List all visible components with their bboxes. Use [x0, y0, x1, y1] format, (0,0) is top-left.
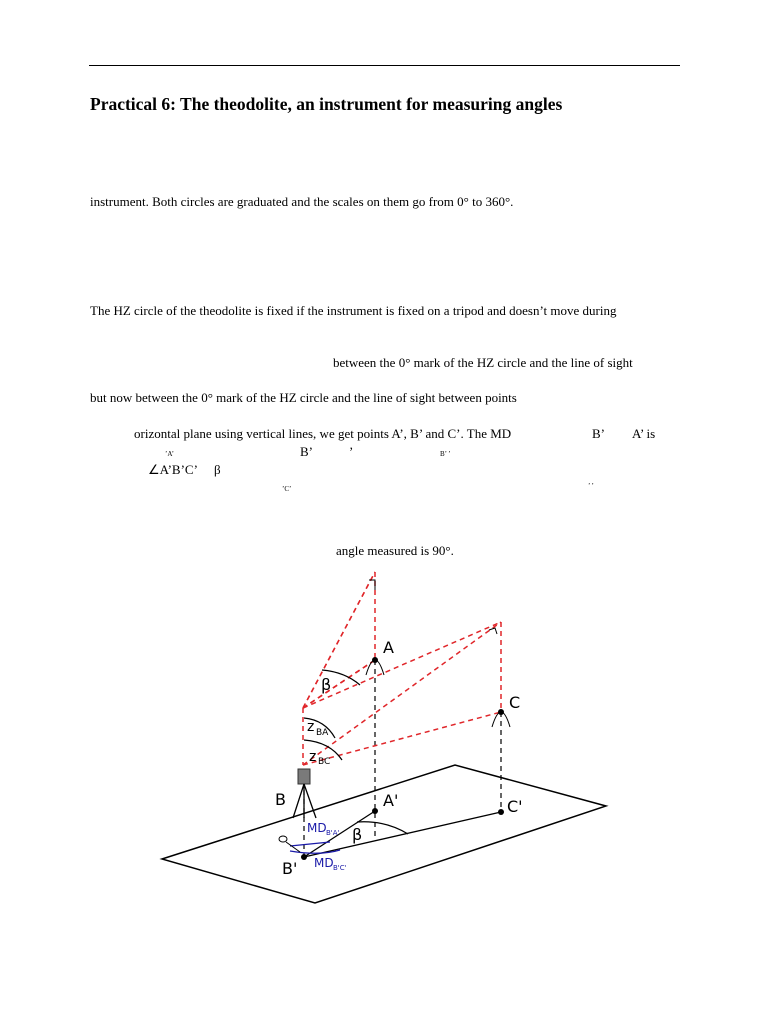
label-c: C — [509, 693, 521, 712]
paragraph-line: instrument. Both circles are graduated and the scales on them go from 0° to 360°. — [90, 194, 514, 209]
theodolite-instrument — [298, 769, 310, 784]
text-fragment: β — [214, 462, 221, 477]
label-beta-lower: β — [352, 825, 363, 844]
sight-line-bc — [303, 712, 501, 765]
point-b-prime — [301, 854, 307, 860]
text-fragment: A’ is — [632, 426, 656, 441]
sight-line-ba-extension — [303, 572, 375, 708]
subscript-fragment: ’A’ — [165, 450, 174, 458]
horizontal-plane-sight — [303, 622, 501, 708]
label-z-ba: z — [307, 719, 315, 735]
tripod-legs — [293, 784, 316, 818]
label-b-prime: B' — [282, 859, 298, 878]
subscript-fragment: ’C’ — [282, 485, 292, 493]
sight-ref-top — [303, 660, 375, 708]
label-c-prime: C' — [507, 797, 523, 816]
label-md-bc-sub: B'C' — [333, 864, 347, 872]
point-c-prime — [498, 809, 504, 815]
paragraph-line: but now between the 0° mark of the HZ circle and the line of sight between points — [90, 390, 517, 405]
label-z-bc: z — [309, 749, 317, 765]
beta-arc-lower — [357, 822, 408, 834]
label-md-ba: MD — [307, 821, 327, 835]
tape-reel-icon — [279, 836, 300, 852]
paragraph-line: angle measured is 90°. — [336, 543, 454, 558]
horizontal-sight-c — [303, 622, 501, 765]
subscript-fragment: B’ ’ — [440, 450, 451, 458]
label-md-bc: MD — [314, 856, 334, 870]
subscript-fragment: ’ ’ — [588, 482, 594, 490]
right-angle-mark — [369, 580, 375, 590]
label-beta-upper: β — [321, 675, 332, 694]
right-angle-mark — [489, 628, 497, 634]
label-md-ba-sub: B'A' — [326, 829, 340, 837]
angle-expression: ∠A’B’C’ — [148, 462, 198, 477]
label-z-ba-sub: BA — [316, 728, 329, 738]
point-a-prime — [372, 808, 378, 814]
theodolite-diagram — [150, 565, 620, 910]
header-rule — [89, 65, 680, 66]
label-z-bc-sub: BC — [318, 757, 331, 767]
label-b: B — [275, 790, 286, 809]
label-a: A — [383, 638, 394, 657]
page-title: Practical 6: The theodolite, an instrument for measuring angles — [90, 94, 563, 114]
paragraph-line: between the 0° mark of the HZ circle and the line of sight — [333, 355, 633, 370]
paragraph-line: The HZ circle of the theodolite is fixed if the instrument is fixed on a tripod and doesn’t move during — [90, 303, 617, 318]
paragraph-line: orizontal plane using vertical lines, we get points A’, B’ and C’. The MD — [134, 426, 512, 441]
text-fragment: ’ — [349, 444, 354, 459]
text-fragment: B’ — [592, 426, 605, 441]
label-a-prime: A' — [383, 791, 399, 810]
text-fragment: B’ — [300, 444, 313, 459]
horizontal-plane — [162, 765, 606, 903]
